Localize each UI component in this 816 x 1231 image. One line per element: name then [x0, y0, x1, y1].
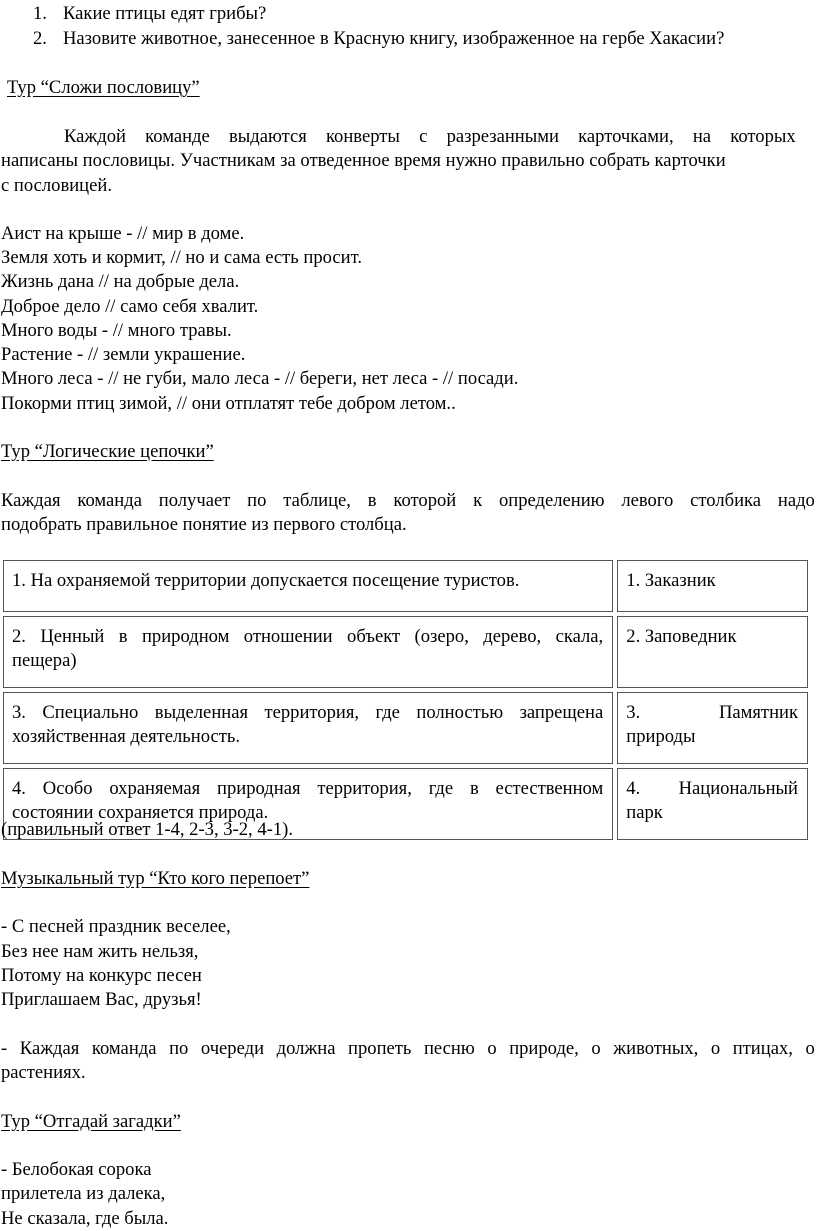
proverb-line: Много воды - // много травы. — [1, 320, 232, 341]
verse-line: Потому на конкурс песен — [1, 965, 202, 986]
table-row — [3, 560, 808, 612]
proverb-line: Жизнь дана // на добрые дела. — [1, 271, 240, 292]
paragraph-line: растениях. — [1, 1062, 86, 1083]
verse-line: Приглашаем Вас, друзья! — [1, 989, 202, 1010]
section-heading-proverbs: Тур “Сложи пословицу” — [7, 77, 200, 98]
verse-line: - С песней праздник веселее, — [1, 916, 231, 937]
table-cell: 3. Памятник природы — [617, 692, 808, 764]
paragraph-line: Каждая команда получает по таблице, в которой к определению левого столбика надо — [1, 490, 815, 511]
document-page: 1. Какие птицы едят грибы? 2. Назовите животное, занесенное в Красную книгу, изображенное на гербе Хакасии? Тур “Сложи пословицу” Каждой команде выдаются конверты с разрезанными карточками, на которых написаны пословицы. Участникам за отведенное время нужно правильно собрать карточки с пословицей. Аист на крыше - // мир в доме. Земля хоть и кормит, // но и сама есть просит. Жизнь дана // на добрые дела. Доброе дело // само себя хвалит. Много воды - // много травы. Растение - // земли украшение. Много леса - // не губи, мало леса - // береги, нет леса - // посади. Покорми птиц зимой, // они отплатят тебе добром летом.. Тур “Логические цепочки” Каждая команда получает по таблице, в которой к определению левого столбика надо подобрать правильное понятие из первого столбца. 1. На охраняемой территории допускается посещение туристов. 1. Заказник 2. Ценный в природном отношении объект (озеро, дерево, скала, пещера) 2. Заповедник 3. Специально выделенная территория, где полностью запрещена хозяйственная деятельность. 3. Памятник природы 4. Особо охраняемая природная территория, где в естественном состоянии сохраняется природа. 4. Национальный парк (правильный ответ 1-4, 2-3, 3-2, 4-1). Музыкальный тур “Кто кого перепоет” - С песней праздник веселее, Без нее нам жить нельзя, Потому на конкурс песен Приглашаем Вас, друзья! - Каждая команда по очереди должна пропеть песню о природе, о животных, о птицах, о растениях. Тур “Отгадай загадки” - Белобокая сорока прилетела из далека, Не сказала, где была. — [1, 3, 815, 1229]
table-cell: 1. Заказник — [617, 560, 808, 612]
table-cell: 2. Заповедник — [617, 616, 808, 688]
riddle-line: Не сказала, где была. — [1, 1208, 169, 1229]
section-heading-music: Музыкальный тур “Кто кого перепоет” — [1, 868, 310, 889]
paragraph-line: написаны пословицы. Участникам за отведенное время нужно правильно собрать карточки — [1, 150, 726, 171]
verse-line: Без нее нам жить нельзя, — [1, 941, 199, 962]
table-cell: 2. Ценный в природном отношении объект (озеро, дерево, скала, пещера) — [3, 616, 613, 688]
paragraph-line: - Каждая команда по очереди должна пропеть песню о природе, о животных, о птицах, о — [1, 1038, 815, 1059]
table-row — [3, 692, 808, 764]
logic-table — [0, 556, 812, 844]
table-cell: 1. На охраняемой территории допускается посещение туристов. — [3, 560, 613, 612]
paragraph-line: с пословицей. — [1, 175, 112, 196]
table-cell: 4. Национальный парк — [617, 768, 808, 840]
proverb-line: Растение - // земли украшение. — [1, 344, 246, 365]
riddle-line: прилетела из далека, — [1, 1183, 166, 1204]
proverb-line: Покорми птиц зимой, // они отплатят тебе добром летом.. — [1, 393, 456, 414]
proverb-line: Доброе дело // само себя хвалит. — [1, 296, 259, 317]
riddle-line: - Белобокая сорока — [1, 1159, 152, 1180]
table-cell: 3. Специально выделенная территория, где полностью запрещена хозяйственная деятельность. — [3, 692, 613, 764]
section-heading-logic: Тур “Логические цепочки” — [1, 441, 214, 462]
paragraph-line: Каждой команде выдаются конверты с разрезанными карточками, на которых — [64, 126, 796, 147]
answer-note: (правильный ответ 1-4, 2-3, 3-2, 4-1). — [1, 819, 293, 840]
proverb-line: Аист на крыше - // мир в доме. — [1, 223, 245, 244]
section-heading-riddles: Тур “Отгадай загадки” — [1, 1111, 181, 1132]
table-row — [3, 616, 808, 688]
table-cell: 4. Особо охраняемая природная территория, где в естественном состоянии сохраняется природа. — [3, 768, 613, 840]
paragraph-line: подобрать правильное понятие из первого столбца. — [1, 514, 407, 535]
proverb-line: Много леса - // не губи, мало леса - // береги, нет леса - // посади. — [1, 368, 519, 389]
proverb-line: Земля хоть и кормит, // но и сама есть просит. — [1, 247, 363, 268]
